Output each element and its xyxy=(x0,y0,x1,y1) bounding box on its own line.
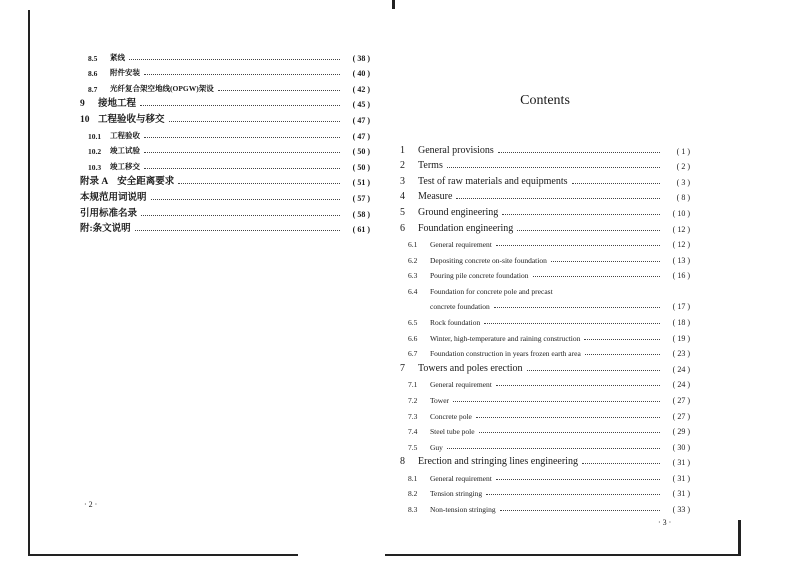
toc-entry-title: Foundation engineering xyxy=(418,222,514,234)
toc-entry[interactable] xyxy=(80,78,370,94)
page-number-right: · 3 · xyxy=(658,518,672,527)
dot-leader xyxy=(151,199,340,200)
dot-leader xyxy=(479,432,660,433)
dot-leader xyxy=(533,276,660,277)
dot-leader xyxy=(502,214,660,215)
dot-leader xyxy=(140,105,340,106)
toc-entry-number: 8.2 xyxy=(408,489,418,499)
toc-entry-page: ( 2 ) xyxy=(676,162,690,172)
toc-entry-page: ( 45 ) xyxy=(352,100,370,110)
toc-entry[interactable] xyxy=(400,249,690,265)
toc-entry-page: ( 23 ) xyxy=(672,349,690,359)
toc-entry-page: ( 31 ) xyxy=(672,458,690,468)
toc-entry[interactable] xyxy=(400,234,690,250)
toc-entry-page: ( 19 ) xyxy=(672,333,690,343)
dot-leader xyxy=(585,354,660,355)
toc-entry-number: 9 xyxy=(80,99,85,110)
scan-mark-top xyxy=(392,0,395,9)
dot-leader xyxy=(582,463,660,464)
toc-entry-title: Steel tube pole xyxy=(430,427,475,437)
toc-entry[interactable] xyxy=(400,202,690,218)
toc-entry[interactable] xyxy=(80,94,370,110)
toc-entry-page: ( 33 ) xyxy=(672,505,690,515)
toc-entry-page: ( 12 ) xyxy=(672,240,690,250)
toc-entry-page: ( 47 ) xyxy=(352,131,370,141)
left-page-toc xyxy=(80,47,370,234)
toc-entry-number: 6.3 xyxy=(408,271,418,281)
dot-leader xyxy=(453,401,660,402)
toc-entry-page: ( 10 ) xyxy=(672,208,690,218)
toc-entry-page: ( 57 ) xyxy=(352,193,370,203)
toc-entry-page: ( 61 ) xyxy=(352,225,370,235)
toc-entry-page: ( 50 ) xyxy=(352,147,370,157)
toc-entry-title: General requirement xyxy=(430,473,492,483)
dot-leader xyxy=(484,323,660,324)
right-page-toc xyxy=(400,140,690,514)
toc-entry[interactable] xyxy=(400,467,690,483)
toc-entry-number: 7 xyxy=(400,362,405,374)
toc-entry[interactable] xyxy=(80,187,370,203)
dot-leader xyxy=(141,215,340,216)
toc-entry-number: 8.7 xyxy=(88,84,98,94)
dot-leader xyxy=(144,137,340,138)
toc-entry[interactable] xyxy=(400,265,690,281)
toc-entry-number: 4 xyxy=(400,191,405,203)
dot-leader xyxy=(527,370,660,371)
toc-entry[interactable] xyxy=(80,156,370,172)
dot-leader xyxy=(447,167,660,168)
toc-entry-title: 本规范用词说明 xyxy=(80,192,147,203)
toc-entry-page: ( 58 ) xyxy=(352,209,370,219)
dot-leader xyxy=(135,230,340,231)
toc-entry-number: 8.6 xyxy=(88,69,98,79)
toc-entry-title: 附录 A 安全距离要求 xyxy=(80,177,175,188)
toc-entry[interactable] xyxy=(400,358,690,374)
toc-entry-title: Non-tension stringing xyxy=(430,505,496,515)
toc-entry-title: 引用标准名录 xyxy=(80,208,138,219)
toc-entry-title: Tower xyxy=(430,395,450,405)
toc-entry-title: Tension stringing xyxy=(430,489,483,499)
toc-entry[interactable] xyxy=(80,203,370,219)
toc-entry-number: 8.5 xyxy=(88,53,98,63)
toc-entry[interactable] xyxy=(400,218,690,234)
toc-entry-title: Concrete pole xyxy=(430,411,472,421)
toc-entry-number: 10 xyxy=(80,114,90,125)
toc-entry-title: Depositing concrete on-site foundation xyxy=(430,255,547,265)
toc-entry-title: 工程验收与移交 xyxy=(98,114,165,125)
scan-border-bottom-left xyxy=(28,554,298,556)
toc-entry-title: 竣工移交 xyxy=(110,161,140,171)
toc-entry-page: ( 30 ) xyxy=(672,442,690,452)
dot-leader xyxy=(572,183,660,184)
toc-entry[interactable] xyxy=(80,109,370,125)
toc-entry-number: 6.2 xyxy=(408,255,418,265)
toc-entry-number: 6.5 xyxy=(408,317,418,327)
toc-entry-number: 10.2 xyxy=(88,147,102,157)
toc-entry-title-continued: concrete foundation xyxy=(430,302,490,312)
toc-entry-number: 1 xyxy=(400,144,405,156)
dot-leader xyxy=(551,261,660,262)
toc-entry-title: Rock foundation xyxy=(430,317,481,327)
toc-entry[interactable] xyxy=(400,140,690,156)
toc-entry-page: ( 27 ) xyxy=(672,411,690,421)
toc-entry-page: ( 17 ) xyxy=(672,302,690,312)
dot-leader xyxy=(517,230,660,231)
toc-entry[interactable] xyxy=(400,421,690,437)
toc-entry[interactable] xyxy=(80,219,370,235)
toc-entry-number: 7.1 xyxy=(408,380,418,390)
dot-leader xyxy=(218,90,340,91)
toc-entry-page: ( 27 ) xyxy=(672,395,690,405)
toc-entry-page: ( 1 ) xyxy=(676,146,690,156)
toc-entry-title: Test of raw materials and equipments xyxy=(418,175,568,187)
toc-entry-page: ( 31 ) xyxy=(672,473,690,483)
toc-entry-page: ( 29 ) xyxy=(672,427,690,437)
toc-entry[interactable] xyxy=(400,389,690,405)
toc-entry-page: ( 18 ) xyxy=(672,317,690,327)
toc-entry-number: 10.3 xyxy=(88,162,102,172)
toc-entry[interactable] xyxy=(80,125,370,141)
toc-entry[interactable] xyxy=(400,327,690,343)
toc-entry-page: ( 13 ) xyxy=(672,255,690,265)
toc-entry[interactable] xyxy=(400,405,690,421)
toc-entry[interactable] xyxy=(400,311,690,327)
toc-entry-number: 7.5 xyxy=(408,442,418,452)
toc-entry-number: 7.2 xyxy=(408,395,418,405)
toc-entry-title: Erection and stringing lines engineering xyxy=(418,456,578,468)
toc-entry-line xyxy=(400,280,690,296)
toc-entry-page: ( 47 ) xyxy=(352,115,370,125)
dot-leader xyxy=(476,417,660,418)
toc-entry-page: ( 50 ) xyxy=(352,162,370,172)
dot-leader xyxy=(500,510,660,511)
dot-leader xyxy=(456,198,660,199)
dot-leader xyxy=(169,121,340,122)
toc-entry-title: General requirement xyxy=(430,380,492,390)
toc-entry-page: ( 24 ) xyxy=(672,380,690,390)
dot-leader xyxy=(496,245,660,246)
toc-entry-number: 5 xyxy=(400,206,405,218)
toc-entry-number: 7.4 xyxy=(408,427,418,437)
toc-entry-title: General provisions xyxy=(418,144,494,156)
toc-entry-number: 8 xyxy=(400,456,405,468)
toc-entry-page: ( 40 ) xyxy=(352,69,370,79)
page-number-left: · 2 · xyxy=(84,500,98,509)
toc-entry-page: ( 16 ) xyxy=(672,271,690,281)
toc-entry-page: ( 3 ) xyxy=(676,177,690,187)
toc-entry-title: Pouring pile concrete foundation xyxy=(430,271,529,281)
toc-entry[interactable] xyxy=(400,498,690,514)
toc-entry[interactable] xyxy=(80,172,370,188)
toc-entry-title: 附件安装 xyxy=(110,68,140,78)
toc-entry-number: 8.3 xyxy=(408,505,418,515)
toc-entry-number: 3 xyxy=(400,175,405,187)
toc-entry[interactable] xyxy=(400,280,690,311)
dot-leader xyxy=(498,152,660,153)
toc-entry-number: 6.7 xyxy=(408,349,418,359)
toc-entry-number: 6.6 xyxy=(408,333,418,343)
toc-entry[interactable] xyxy=(80,47,370,63)
scan-border-right xyxy=(738,520,741,556)
toc-entry-page: ( 51 ) xyxy=(352,178,370,188)
dot-leader xyxy=(144,152,340,153)
toc-entry-title: 接地工程 xyxy=(98,99,137,110)
scan-border-left xyxy=(28,10,30,556)
toc-entry-title: 竣工试验 xyxy=(110,146,140,156)
contents-heading: Contents xyxy=(520,93,570,108)
dot-leader xyxy=(144,168,340,169)
dot-leader xyxy=(486,494,660,495)
toc-entry-page: ( 8 ) xyxy=(676,193,690,203)
toc-entry-title: General requirement xyxy=(430,240,492,250)
toc-entry[interactable] xyxy=(400,452,690,468)
dot-leader xyxy=(494,307,660,308)
toc-entry[interactable] xyxy=(80,63,370,79)
toc-entry-page: ( 24 ) xyxy=(672,364,690,374)
toc-entry-title: Foundation for concrete pole and precast xyxy=(430,286,553,296)
toc-entry-title: Winter, high-temperature and raining construction xyxy=(430,333,581,343)
toc-entry-number: 2 xyxy=(400,160,405,172)
toc-entry-title: Towers and poles erection xyxy=(418,362,523,374)
toc-entry-number: 6.4 xyxy=(408,286,418,296)
toc-entry-page: ( 38 ) xyxy=(352,53,370,63)
toc-entry-page: ( 31 ) xyxy=(672,489,690,499)
toc-entry[interactable] xyxy=(400,171,690,187)
toc-entry[interactable] xyxy=(80,141,370,157)
toc-entry-number: 10.1 xyxy=(88,131,102,141)
toc-entry[interactable] xyxy=(400,374,690,390)
toc-entry[interactable] xyxy=(400,483,690,499)
scan-border-bottom-right xyxy=(385,554,740,556)
toc-entry-page: ( 42 ) xyxy=(352,84,370,94)
toc-entry-title: Foundation construction in years frozen earth area xyxy=(430,349,581,359)
toc-entry-number: 6 xyxy=(400,222,405,234)
toc-entry-title: 紧线 xyxy=(110,52,125,62)
toc-entry-title: 光纤复合架空地线(OPGW)架设 xyxy=(110,83,214,93)
toc-entry-number: 8.1 xyxy=(408,473,418,483)
toc-entry-line xyxy=(400,296,690,311)
toc-entry-title: Measure xyxy=(418,191,453,203)
toc-entry-number: 6.1 xyxy=(408,240,418,250)
dot-leader xyxy=(178,183,340,184)
toc-entry-title: 工程验收 xyxy=(110,130,140,140)
dot-leader xyxy=(496,385,660,386)
toc-entry-number: 7.3 xyxy=(408,411,418,421)
dot-leader xyxy=(129,59,340,60)
toc-entry-title: Guy xyxy=(430,442,443,452)
dot-leader xyxy=(496,479,660,480)
toc-entry[interactable] xyxy=(400,436,690,452)
toc-entry-title: 附:条文说明 xyxy=(80,224,131,235)
dot-leader xyxy=(584,339,660,340)
dot-leader xyxy=(447,448,660,449)
toc-entry-page: ( 12 ) xyxy=(672,224,690,234)
toc-entry[interactable] xyxy=(400,187,690,203)
toc-entry[interactable] xyxy=(400,343,690,359)
toc-entry-title: Terms xyxy=(418,160,443,172)
toc-entry-title: Ground engineering xyxy=(418,206,499,218)
toc-entry[interactable] xyxy=(400,156,690,172)
dot-leader xyxy=(144,74,340,75)
